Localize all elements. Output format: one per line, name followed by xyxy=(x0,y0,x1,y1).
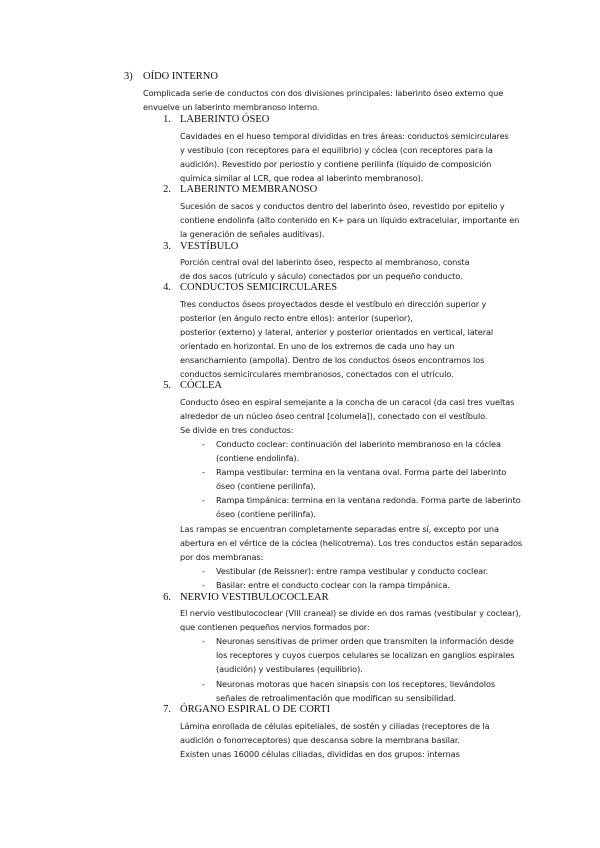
bullet-line: Conducto coclear: continuación del laberinto membranoso en la cóclea xyxy=(216,439,501,449)
item-number: 5. xyxy=(163,380,171,391)
body-line: la generación de señales auditivas). xyxy=(180,229,325,239)
item-number: 7. xyxy=(163,704,171,715)
subsection-title: NERVIO VESTIBULOCOCLEAR xyxy=(180,592,329,603)
bullet-line: óseo (contiene perilinfa). xyxy=(216,481,316,491)
bullet-dash: - xyxy=(202,636,205,646)
bullet-line: Neuronas motoras que hacen sinapsis con los receptores, llevándolos xyxy=(216,679,496,689)
item-number: 3. xyxy=(163,241,171,252)
body-line: que contienen pequeños nervios formados por: xyxy=(180,622,370,632)
bullet-dash: - xyxy=(202,580,205,590)
subsection-title: CÓCLEA xyxy=(180,380,222,391)
intro-line: envuelve un laberinto membranoso interno. xyxy=(143,102,320,112)
body-line: conductos semicirculares membranosos, conectados con el utrículo. xyxy=(180,369,454,379)
body-line: Lámina enrollada de células epiteliales, de sostén y ciliadas (receptores de la xyxy=(180,721,490,731)
body-line: orientado en horizontal. En uno de los extremos de cada uno hay un xyxy=(180,341,455,351)
subsection-title: VESTÍBULO xyxy=(180,241,239,252)
bullet-line: (audición) y vestibulares (equilibrio). xyxy=(216,664,363,674)
body-line: por dos membranas: xyxy=(180,552,264,562)
subsection-title: LABERINTO ÓSEO xyxy=(180,114,270,125)
body-line: Se divide en tres conductos: xyxy=(180,425,294,435)
bullet-line: los receptores y cuyos cuerpos celulares se localizan en ganglios espirales xyxy=(216,650,515,660)
bullet-dash: - xyxy=(202,439,205,449)
item-number: 2. xyxy=(163,184,171,195)
body-line: y vestíbulo (con receptores para el equilibrio) y cóclea (con receptores para la xyxy=(180,145,493,155)
section-number: 3) xyxy=(124,71,133,82)
subsection-title: CONDUCTOS SEMICIRCULARES xyxy=(180,282,338,293)
subsection-title: LABERINTO MEMBRANOSO xyxy=(180,184,318,195)
section-title: OÍDO INTERNO xyxy=(143,71,218,82)
item-number: 1. xyxy=(163,114,171,125)
body-line: Las rampas se encuentran completamente separadas entre sí, excepto por una xyxy=(180,524,499,534)
bullet-line: óseo (contiene perilinfa). xyxy=(216,509,316,519)
body-line: posterior (externo) y lateral, anterior y posterior orientados en vertical, lateral xyxy=(180,327,494,337)
item-number: 6. xyxy=(163,592,171,603)
body-line: Tres conductos óseos proyectados desde el vestíbulo en dirección superior y xyxy=(180,299,487,309)
bullet-line: (contiene endolinfa). xyxy=(216,453,300,463)
bullet-line: Rampa vestibular: termina en la ventana oval. Forma parte del laberinto xyxy=(216,467,507,477)
body-line: de dos sacos (utrículo y sáculo) conectados por un pequeño conducto. xyxy=(180,271,463,281)
body-line: Sucesión de sacos y conductos dentro del laberinto óseo, revestido por epitelio y xyxy=(180,201,505,211)
item-number: 4. xyxy=(163,282,171,293)
bullet-dash: - xyxy=(202,495,205,505)
body-line: ensanchamiento (ampolla). Dentro de los conductos óseos encontramos los xyxy=(180,355,485,365)
bullet-line: Vestibular (de Reissner): entre rampa vestibular y conducto coclear. xyxy=(216,566,489,576)
body-line: Porción central oval del laberinto óseo, respecto al membranoso, consta xyxy=(180,257,470,267)
body-line: El nervio vestibulococlear (VIII craneal) se divide en dos ramas (vestibular y coclear), xyxy=(180,608,521,618)
body-line: alrededor de un núcleo óseo central [columela]), conectado con el vestíbulo. xyxy=(180,411,488,421)
bullet-dash: - xyxy=(202,467,205,477)
bullet-dash: - xyxy=(202,566,205,576)
body-line: contiene endolinfa (alto contenido en K+ para un líquido extracelular, importante en xyxy=(180,215,520,225)
intro-line: Complicada serie de conductos con dos divisiones principales: laberinto óseo externo que xyxy=(143,88,504,98)
bullet-line: Basilar: entre el conducto coclear con la rampa timpánica. xyxy=(216,580,450,590)
subsection-title: ÓRGANO ESPIRAL O DE CORTI xyxy=(180,704,331,715)
body-line: audición o fonorreceptores) que descansa sobre la membrana basilar. xyxy=(180,735,460,745)
body-line: abertura en el vértice de la cóclea (helicotrema). Los tres conductos están separados xyxy=(180,538,523,548)
body-line: Existen unas 16000 células ciliadas, divididas en dos grupos: internas xyxy=(180,749,460,759)
body-line: Conducto óseo en espiral semejante a la concha de un caracol (da casi tres vueltas xyxy=(180,397,515,407)
body-line: Cavidades en el hueso temporal divididas en tres áreas: conductos semicirculares xyxy=(180,131,509,141)
bullet-line: señales de retroalimentación que modifican su sensibilidad. xyxy=(216,693,456,703)
bullet-line: Rampa timpánica: termina en la ventana redonda. Forma parte de laberinto xyxy=(216,495,521,505)
body-line: audición). Revestido por periostio y contiene perilinfa (líquido de composición xyxy=(180,159,492,169)
body-line: química similar al LCR, que rodea al laberinto membranoso). xyxy=(180,173,424,183)
bullet-line: Neuronas sensitivas de primer orden que transmiten la información desde xyxy=(216,636,514,646)
bullet-dash: - xyxy=(202,679,205,689)
body-line: posterior (en ángulo recto entre ellos): anterior (superior), xyxy=(180,313,413,323)
